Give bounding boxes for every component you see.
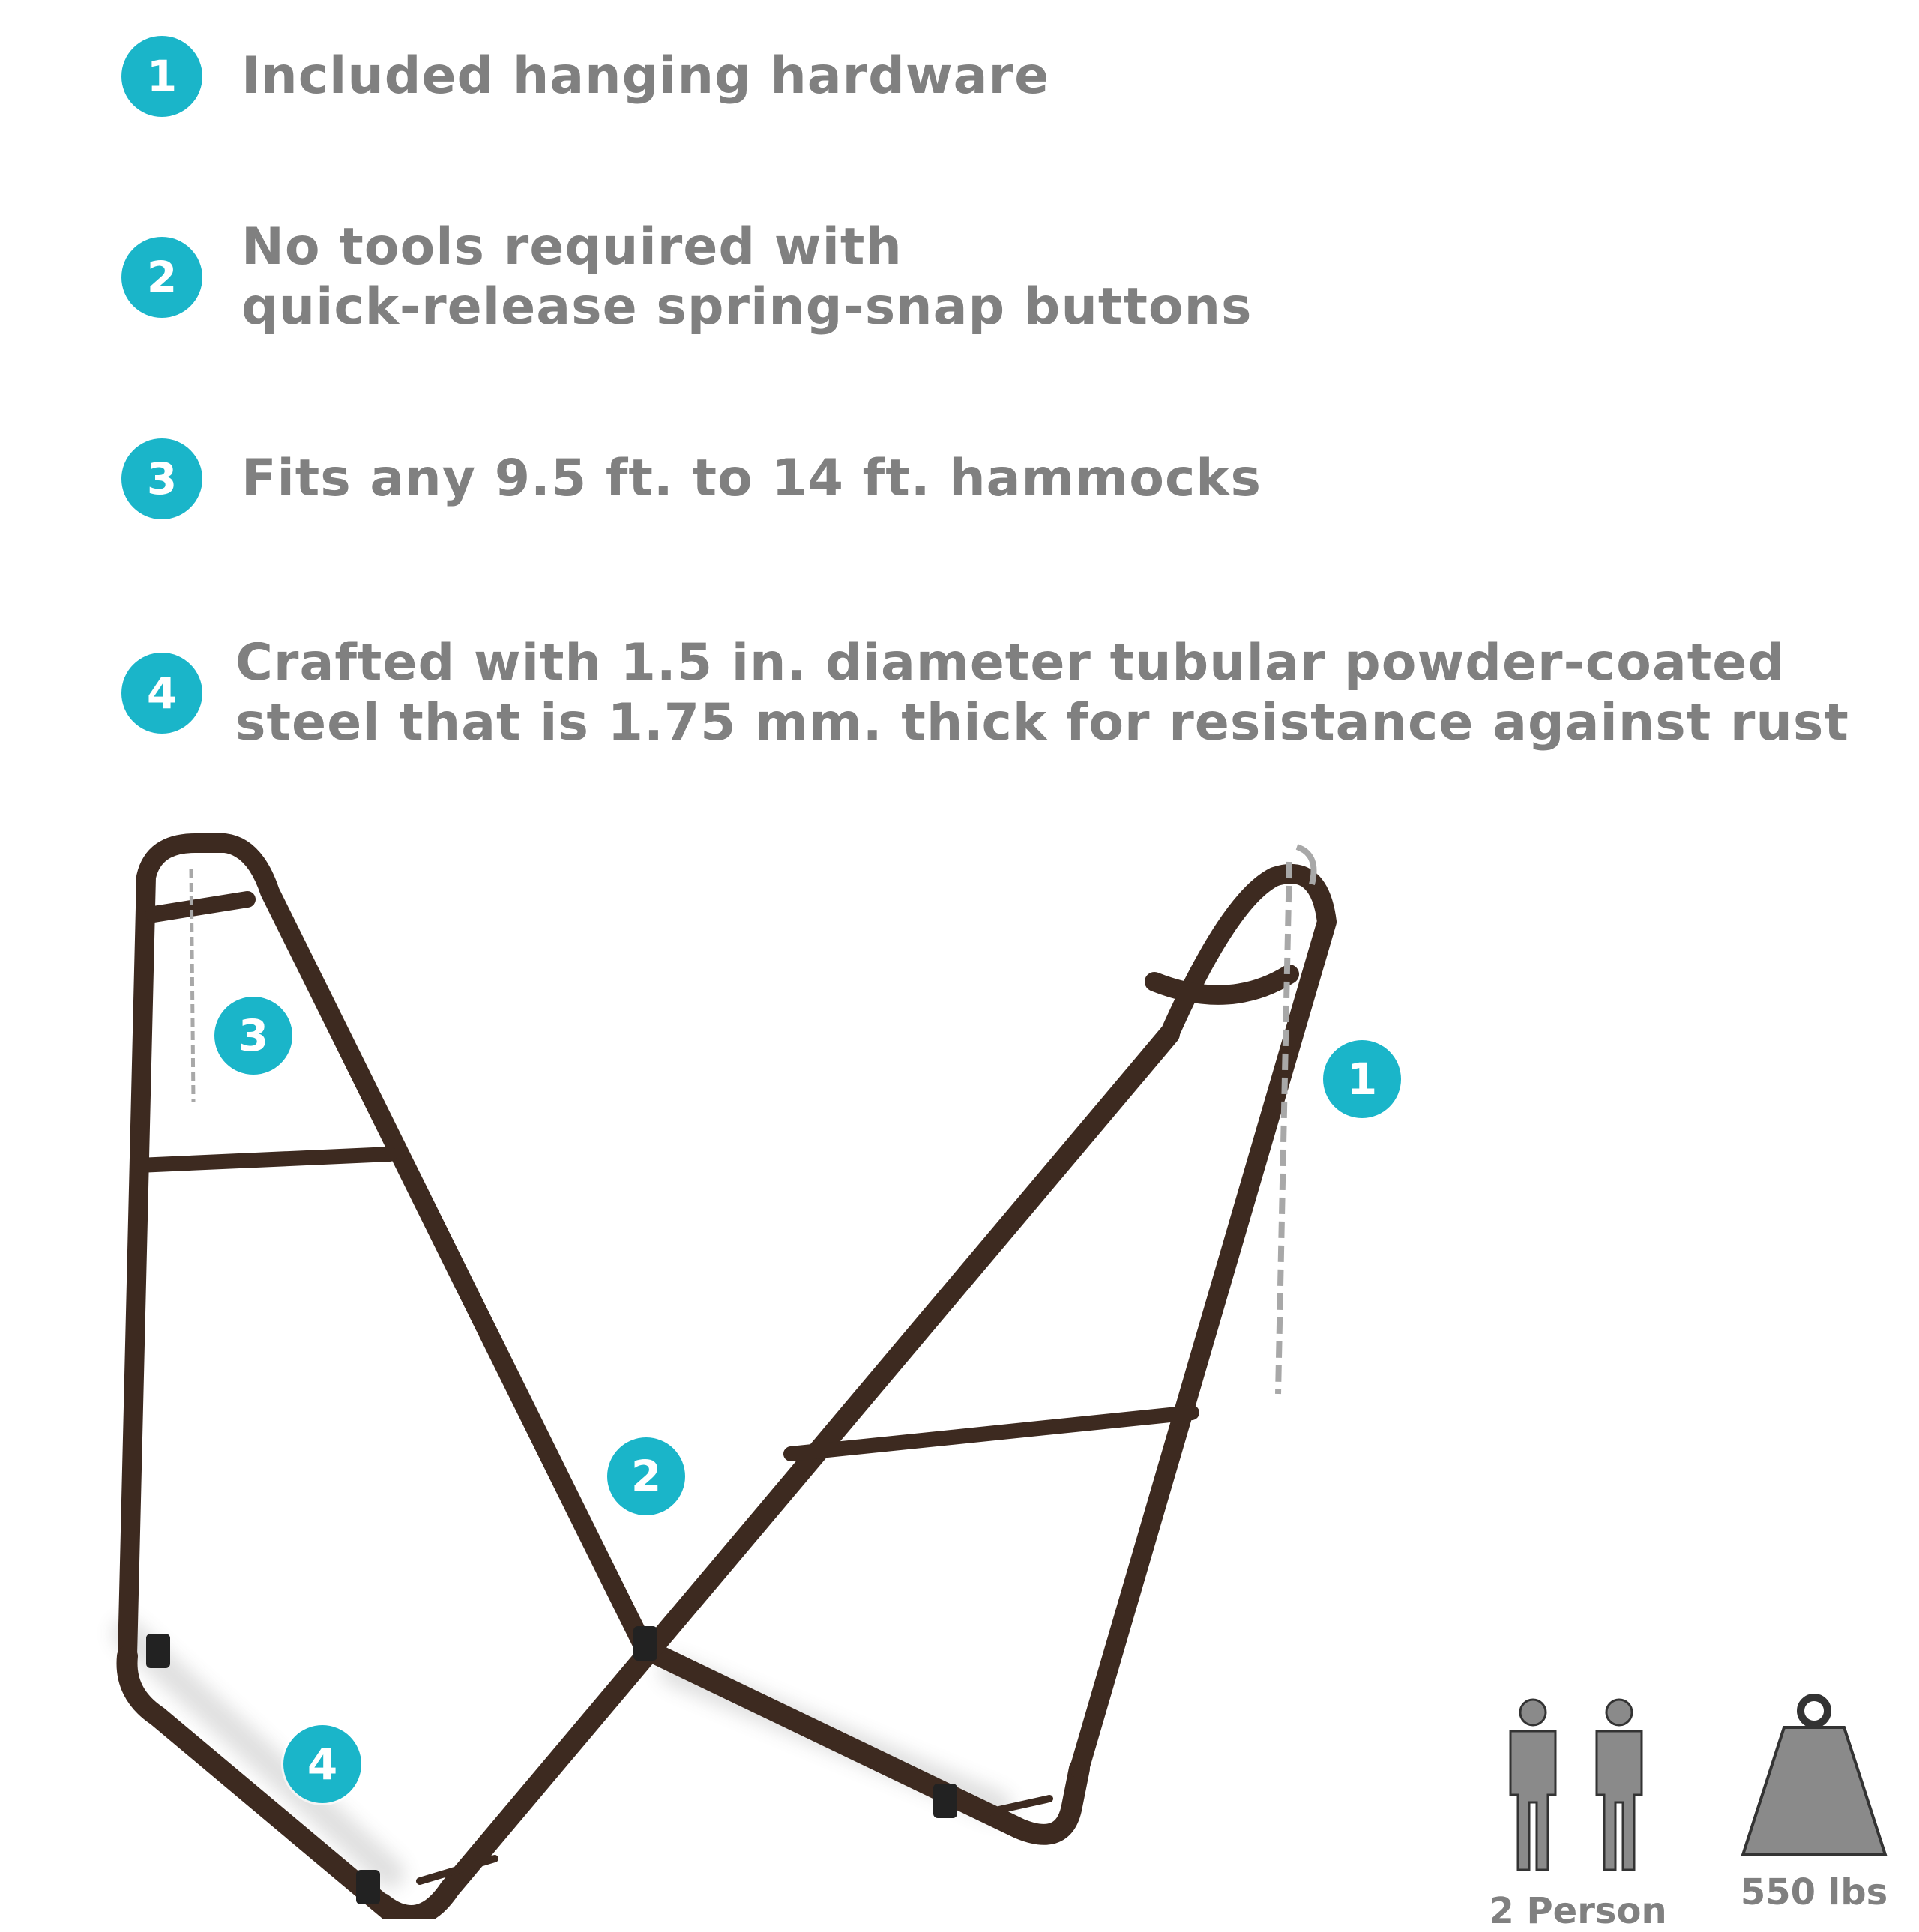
capacity-label: 2 Person <box>1489 1890 1667 1932</box>
feature-line: Crafted with 1.5 in. diameter tubular powder-coated <box>235 633 1786 692</box>
weight-spec <box>1728 1690 1900 1913</box>
photo-callout-3: 3 <box>214 997 292 1075</box>
feature-text <box>235 633 1849 753</box>
feature-item-1 <box>121 36 1049 117</box>
feature-line: No tools required with <box>241 217 903 277</box>
feature-number-badge: 3 <box>121 438 202 519</box>
feature-text <box>241 46 1049 106</box>
feature-text <box>241 217 1253 337</box>
capacity-spec <box>1480 1697 1675 1932</box>
feature-number-badge: 2 <box>121 237 202 318</box>
feature-number-badge: 1 <box>121 36 202 117</box>
feature-text <box>241 449 1262 509</box>
feature-line: Included hanging hardware <box>241 46 1050 106</box>
feature-item-4 <box>121 633 1849 753</box>
weight-label: 550 lbs <box>1740 1871 1888 1913</box>
feature-line: steel that is 1.75 mm. thick for resistance against rust <box>235 693 1849 752</box>
feature-line: Fits any 9.5 ft. to 14 ft. hammocks <box>241 449 1262 508</box>
feature-item-2 <box>121 217 1253 337</box>
feature-number-badge: 4 <box>121 653 202 734</box>
feature-line: quick-release spring-snap buttons <box>241 277 1253 336</box>
weight-icon <box>1739 1690 1889 1862</box>
photo-callout-4: 4 <box>283 1725 361 1803</box>
photo-callout-1: 1 <box>1323 1040 1401 1118</box>
person-icon <box>1492 1697 1664 1881</box>
photo-callout-2: 2 <box>607 1437 685 1515</box>
feature-item-3 <box>121 438 1262 519</box>
